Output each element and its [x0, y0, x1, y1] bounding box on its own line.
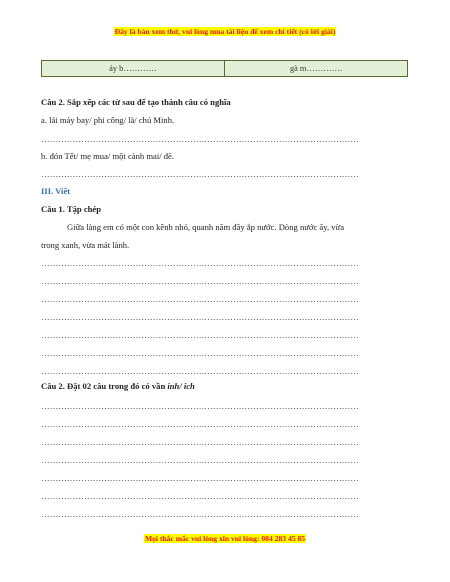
question-2-title: Câu 2. Sắp xếp các từ sau để tạo thành câu có nghĩa	[41, 97, 231, 107]
question-2a: a. lái máy bay/ phi công/ là/ chú Minh.	[41, 115, 175, 125]
answer-line: …………………………………………………………………………………………………	[41, 258, 359, 268]
question-2b: b. đón Tết/ mẹ mua/ một cành mai/ đẽ.	[41, 151, 175, 161]
exercise-2-rhyme: inh/ ich	[167, 381, 195, 391]
answer-table	[41, 60, 408, 77]
table-cell: áy b…………	[109, 64, 157, 73]
table-cell: gà m………….	[224, 61, 407, 76]
answer-line: …………………………………………………………………………………………………	[41, 276, 359, 286]
answer-line: …………………………………………………………………………………………………	[41, 330, 359, 340]
answer-line: …………………………………………………………………………………………………	[41, 437, 359, 447]
answer-line: …………………………………………………………………………………………………	[41, 509, 359, 519]
answer-line: …………………………………………………………………………………………………	[41, 401, 359, 411]
exercise-2-title	[41, 381, 409, 391]
exercise-2-title-text: Câu 2. Đặt 02 câu trong đó có vần	[41, 381, 168, 391]
answer-line: …………………………………………………………………………………………………	[41, 348, 359, 358]
copy-passage-line-1: Giữa làng em có một con kênh nhỏ, quanh năm đầy ắp nước. Dòng nước ấy, vừa	[67, 222, 345, 232]
answer-line: …………………………………………………………………………………………………	[41, 419, 359, 429]
answer-line: …………………………………………………………………………………………………	[41, 455, 359, 465]
section-heading-writing: III. Viết	[41, 186, 71, 196]
answer-line: …………………………………………………………………………………………………	[41, 366, 359, 376]
answer-line: …………………………………………………………………………………………………	[41, 169, 359, 179]
preview-banner	[0, 27, 450, 36]
copy-passage-line-2: trong xanh, vừa mát lành.	[41, 240, 130, 250]
exercise-1-title: Câu 1. Tập chép	[41, 204, 102, 214]
contact-banner	[0, 534, 450, 543]
answer-line: …………………………………………………………………………………………………	[41, 473, 359, 483]
preview-banner-text: Đây là bản xem thử, vui lòng mua tài liệu để xem chi tiết (có lời giải)	[114, 27, 336, 36]
answer-line: …………………………………………………………………………………………………	[41, 134, 359, 144]
answer-line: …………………………………………………………………………………………………	[41, 294, 359, 304]
answer-line: …………………………………………………………………………………………………	[41, 312, 359, 322]
answer-line: …………………………………………………………………………………………………	[41, 491, 359, 501]
contact-banner-text: Mọi thắc mắc vui lòng xin vui lòng: 084 283 45 85	[144, 534, 306, 543]
